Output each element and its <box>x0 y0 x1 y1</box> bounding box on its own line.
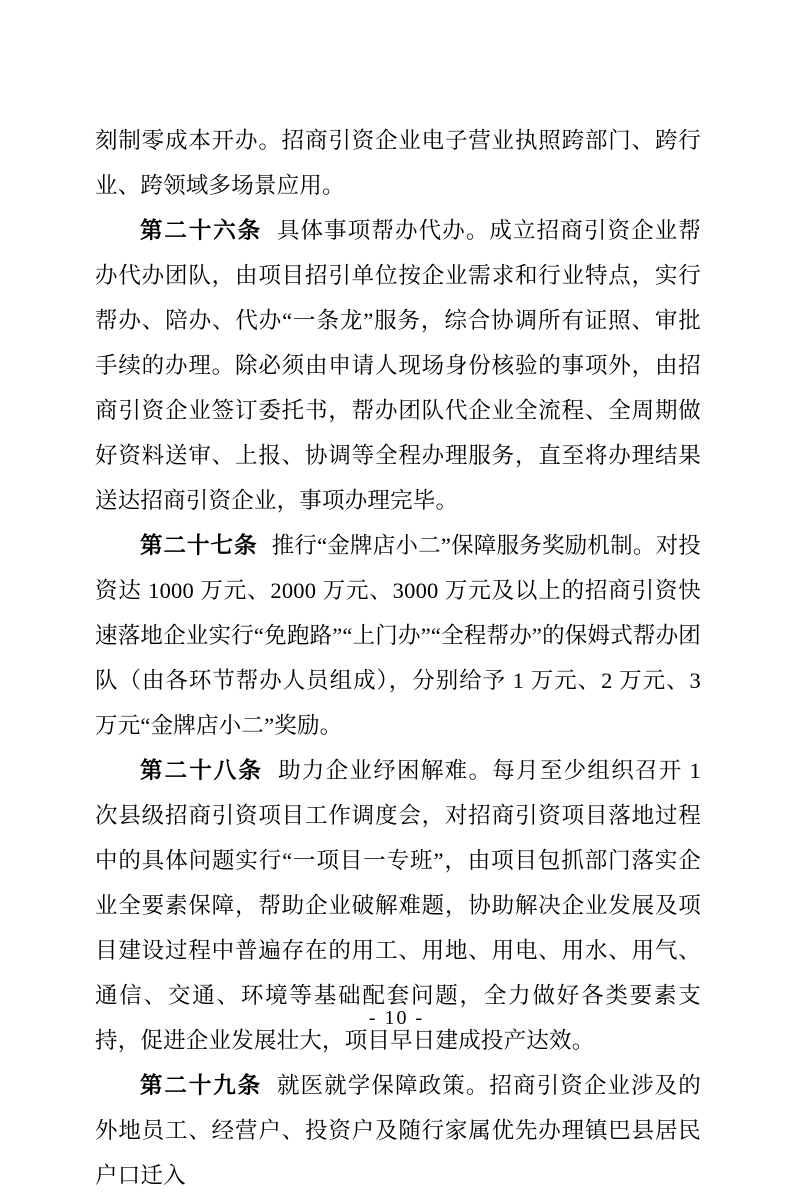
article-label-26: 第二十六条 <box>140 218 263 243</box>
paragraph-continued <box>95 118 701 208</box>
paragraph-article-27 <box>95 523 701 748</box>
article-label-29: 第二十九条 <box>140 1073 263 1098</box>
document-body <box>95 118 701 1198</box>
paragraph-text: 刻制零成本开办。招商引资企业电子营业执照跨部门、跨行业、跨领域多场景应用。 <box>95 128 701 198</box>
article-label-28: 第二十八条 <box>140 758 263 783</box>
paragraph-text: 助力企业纾困解难。每月至少组织召开 1 次县级招商引资项目工作调度会，对招商引资项目落地过程中的具体问题实行“一项目一专班”，由项目包抓部门落实企业全要素保障，帮助企业破解难题，协助解决企业发展及项目建设过程中普遍存在的用工、用地、用电、用水、用气、通信、交通、环境等基础配套问题，全力做好各类要素支持，促进企业发展壮大，项目早日建成投产达效。 <box>95 758 701 1053</box>
paragraph-text: 就医就学保障政策。招商引资企业涉及的外地员工、经营户、投资户及随行家属优先办理镇巴县居民户口迁入 <box>95 1073 701 1188</box>
page-number: - 10 - <box>368 1007 425 1029</box>
paragraph-text: 推行“金牌店小二”保障服务奖励机制。对投资达 1000 万元、2000 万元、3000 万元及以上的招商引资快速落地企业实行“免跑路”“上门办”“全程帮办”的保姆式帮办团队（由各环节帮办人员组成），分别给予 1 万元、2 万元、3 万元“金牌店小二”奖励。 <box>95 533 701 738</box>
paragraph-text: 具体事项帮办代办。成立招商引资企业帮办代办团队，由项目招引单位按企业需求和行业特点，实行帮办、陪办、代办“一条龙”服务，综合协调所有证照、审批手续的办理。除必须由申请人现场身份核验的事项外，由招商引资企业签订委托书，帮办团队代企业全流程、全周期做好资料送审、上报、协调等全程办理服务，直至将办理结果送达招商引资企业，事项办理完毕。 <box>95 218 701 513</box>
article-label-27: 第二十七条 <box>140 533 258 558</box>
paragraph-article-26 <box>95 208 701 523</box>
paragraph-article-29 <box>95 1063 701 1198</box>
